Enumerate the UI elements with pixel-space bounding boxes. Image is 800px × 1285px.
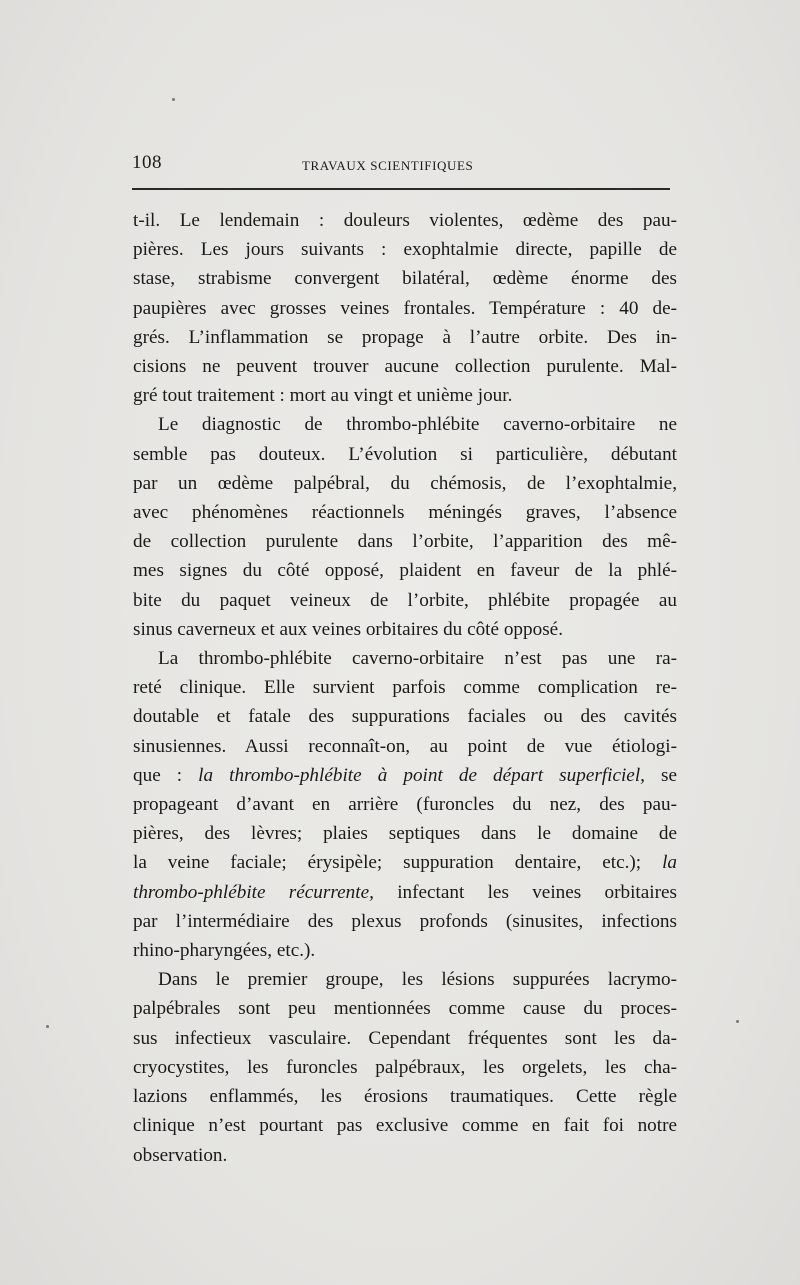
text-line: rhino-pharyngées, etc.). xyxy=(133,940,316,962)
text-line: pières. Les jours suivants : exophtalmie directe, papille de xyxy=(133,239,677,261)
text-line: cryocystites, les furoncles palpébraux, les orgelets, les cha- xyxy=(133,1056,677,1078)
italic-segment: la xyxy=(662,852,677,874)
text-line: sinusiennes. Aussi reconnaît-on, au point de vue étiologi- xyxy=(133,735,677,757)
text-line xyxy=(133,761,677,790)
text-line: de collection purulente dans l’orbite, l’apparition des mê- xyxy=(133,531,677,553)
page-header xyxy=(132,152,670,176)
text-line: paupières avec grosses veines frontales. Température : 40 de- xyxy=(133,297,677,319)
text-line: sus infectieux vasculaire. Cependant fréquentes sont les da- xyxy=(133,1027,677,1049)
text-line: La thrombo-phlébite caverno-orbitaire n’est pas une ra- xyxy=(158,648,677,670)
text-line: stase, strabisme convergent bilatéral, œdème énorme des xyxy=(133,268,677,290)
scan-speck xyxy=(736,1020,739,1023)
text-line: propageant d’avant en arrière (furoncles du nez, des pau- xyxy=(133,794,677,816)
body-text xyxy=(133,206,677,1170)
header-rule xyxy=(132,188,670,190)
text-line: gré tout traitement : mort au vingt et unième jour. xyxy=(133,385,513,407)
text-line: reté clinique. Elle survient parfois comme complication re- xyxy=(133,677,677,699)
text-line: pières, des lèvres; plaies septiques dans le domaine de xyxy=(133,823,677,845)
scan-speck xyxy=(172,98,175,101)
text-line: semble pas douteux. L’évolution si particulière, débutant xyxy=(133,443,677,465)
text-line xyxy=(133,848,677,877)
text-line: avec phénomènes réactionnels méningés graves, l’absence xyxy=(133,502,677,524)
italic-segment: thrombo-phlébite récurrente, xyxy=(133,881,374,903)
text-line: clinique n’est pourtant pas exclusive comme en fait foi notre xyxy=(133,1115,677,1137)
text-line xyxy=(133,878,677,907)
scan-speck xyxy=(46,1025,49,1028)
text-line: sinus caverneux et aux veines orbitaires du côté opposé. xyxy=(133,618,563,640)
running-title: TRAVAUX SCIENTIFIQUES xyxy=(302,158,474,173)
text-line: Dans le premier groupe, les lésions suppurées lacrymo- xyxy=(158,969,677,991)
text-line: observation. xyxy=(133,1144,228,1166)
text-line: cisions ne peuvent trouver aucune collection purulente. Mal- xyxy=(133,356,677,378)
text-line: t-il. Le lendemain : douleurs violentes, œdème des pau- xyxy=(133,210,677,231)
text-line: Le diagnostic de thrombo-phlébite caverno-orbitaire ne xyxy=(158,414,677,436)
text-segment: se xyxy=(644,764,677,786)
page-number: 108 xyxy=(132,152,162,173)
text-line: par un œdème palpébral, du chémosis, de l’exophtalmie, xyxy=(133,472,677,494)
text-line: palpébrales sont peu mentionnées comme cause du proces- xyxy=(133,998,677,1020)
text-line: lazions enflammés, les érosions traumatiques. Cette règle xyxy=(133,1086,677,1108)
text-segment: la veine faciale; érysipèle; suppuration dentaire, etc.); xyxy=(133,852,663,874)
text-segment: que : xyxy=(133,764,199,786)
text-line: grés. L’inflammation se propage à l’autre orbite. Des in- xyxy=(133,326,677,348)
text-segment: infectant les veines orbitaires xyxy=(373,881,677,903)
italic-segment: la thrombo-phlébite à point de départ superficiel, xyxy=(198,764,645,786)
text-line: doutable et fatale des suppurations faciales ou des cavités xyxy=(133,706,677,728)
text-line: bite du paquet veineux de l’orbite, phlébite propagée au xyxy=(133,589,677,611)
text-line: par l’intermédiaire des plexus profonds (sinusites, infections xyxy=(133,910,677,932)
text-line: mes signes du côté opposé, plaident en faveur de la phlé- xyxy=(133,560,677,582)
